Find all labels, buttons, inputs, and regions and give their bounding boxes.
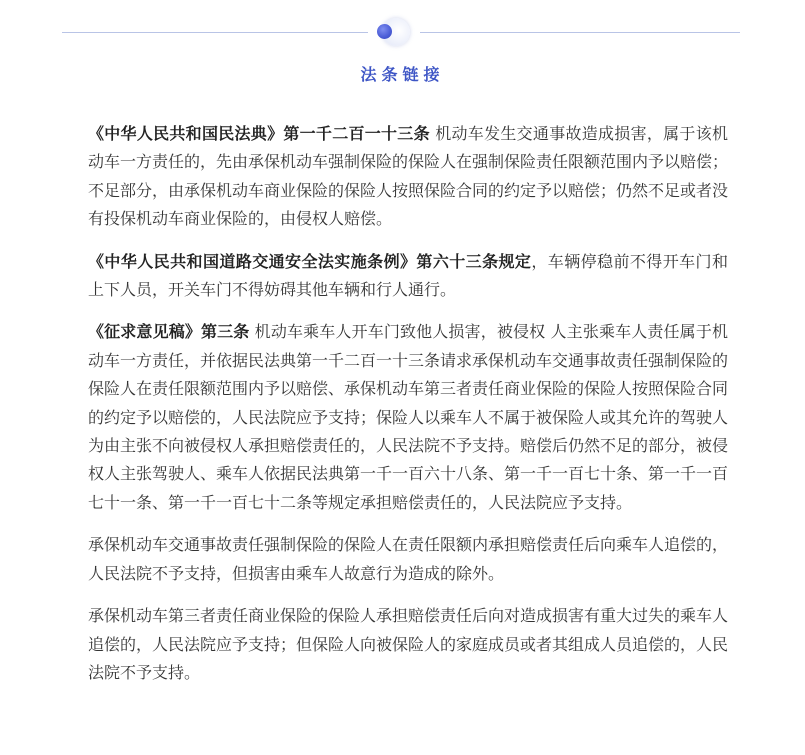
- paragraph-draft-article-3: [88, 318, 728, 517]
- section-header: [0, 0, 805, 100]
- paragraph-lead: 《征求意见稿》第三条: [88, 322, 250, 342]
- paragraph-commercial-insurance: [88, 602, 728, 687]
- article-body: [88, 120, 728, 701]
- header-divider-right: [420, 32, 740, 33]
- header-divider-left: [62, 32, 368, 33]
- paragraph-lead: 《中华人民共和国道路交通安全法实施条例》第六十三条规定: [88, 251, 532, 271]
- paragraph-text: 机动车发生交通事故造成损害，属于该机动车一方责任的，先由承保机动车强制保险的保险人在强制保险责任限额范围内予以赔偿；不足部分，由承保机动车商业保险的保险人按照保险合同的约定予以赔偿；仍然不足或者没有投保机动车商业保险的，由侵权人赔偿。: [88, 124, 729, 229]
- emblem-dot: [377, 24, 392, 39]
- paragraph-civil-code: [88, 120, 728, 234]
- paragraph-traffic-regulation: [88, 248, 728, 305]
- circle-dot-emblem-icon: [374, 17, 414, 47]
- paragraph-lead: 《中华人民共和国民法典》第一千二百一十三条: [88, 124, 430, 143]
- section-title: 法条链接: [360, 65, 445, 84]
- paragraph-text: 承保机动车交通事故责任强制保险的保险人在责任限额内承担赔偿责任后向乘车人追偿的，人民法院不予支持，但损害由乘车人故意行为造成的除外。: [88, 535, 729, 583]
- paragraph-text: ，车辆停稳前不得开车门和上下人员，开关车门不得妨碍其他车辆和行人通行。: [88, 251, 728, 300]
- paragraph-compulsory-insurance: [88, 531, 728, 588]
- paragraph-text: 机动车乘车人开车门致他人损害，被侵权 人主张乘车人责任属于机动车一方责任，并依据民法典第一千二百一十三条请求承保机动车交通事故责任强制保险的保险人在责任限额范围内予以赔偿、承保机动车第三者责任商业保险的保险人按照保险合同的约定予以赔偿的，人民法院应予支持；保险人以乘车人不属于被保险人或其允许的驾驶人为由主张不向被侵权人承担赔偿责任的，人民法院不予支持。赔偿后仍然不足的部分，被侵权人主张驾驶人、乘车人依据民法典第一千一百六十八条、第一千一百七十条、第一千一百七十一条、第一千一百七十二条等规定承担赔偿责任的，人民法院应予支持。: [88, 322, 729, 512]
- paragraph-text: 承保机动车第三者责任商业保险的保险人承担赔偿责任后向对造成损害有重大过失的乘车人追偿的，人民法院应予支持；但保险人向被保险人的家庭成员或者其组成人员追偿的，人民法院不予支持。: [88, 606, 729, 682]
